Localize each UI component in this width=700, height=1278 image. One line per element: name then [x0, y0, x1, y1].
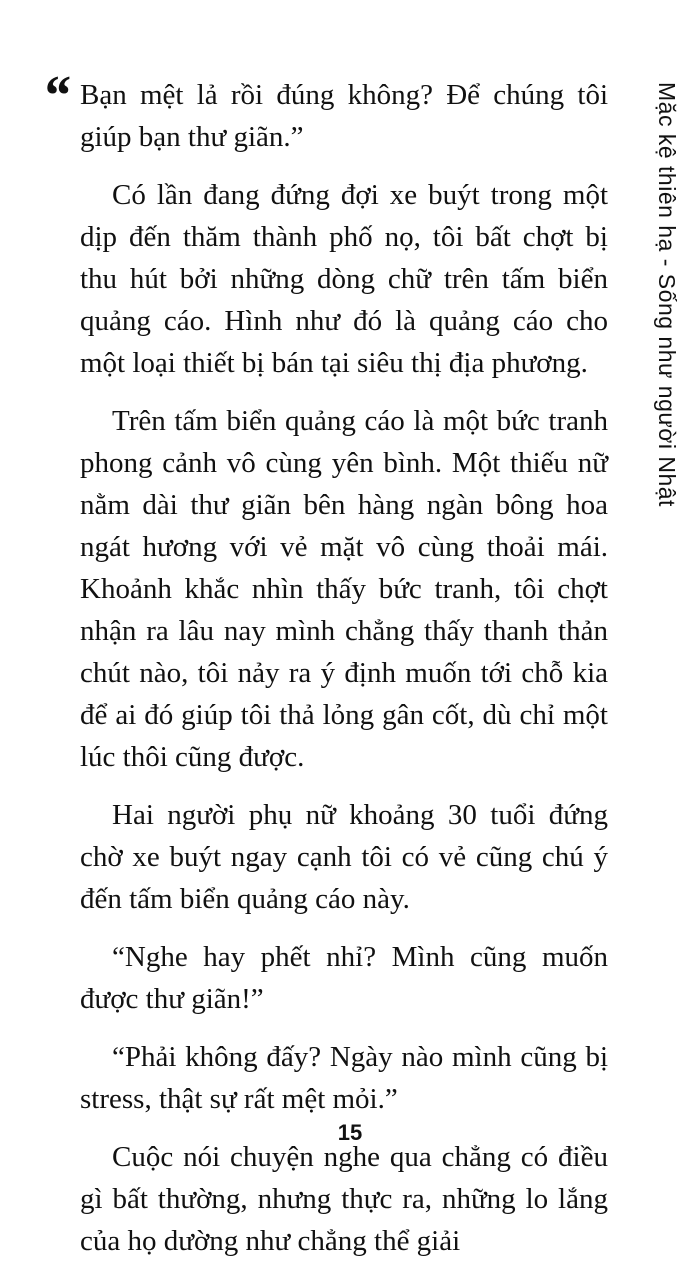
paragraph-2: Có lần đang đứng đợi xe buýt trong một dịp đến thăm thành phố nọ, tôi bất chợt bị thu hút bởi những dòng chữ trên tấm biển quảng cáo. Hình như đó là quảng cáo cho một loại thiết bị bán tại siêu thị địa phương. [80, 179, 608, 379]
body-text [80, 74, 608, 1278]
paragraph-4: Hai người phụ nữ khoảng 30 tuổi đứng chờ xe buýt ngay cạnh tôi có vẻ cũng chú ý đến tấm biển quảng cáo này. [80, 799, 608, 915]
page-number: 15 [337, 1120, 363, 1145]
opening-quote-mark: “ [42, 65, 64, 127]
running-head: Mặc kệ thiên hạ - Sống như người Nhật [654, 82, 680, 507]
paragraph-1: Bạn mệt lả rồi đúng không? Để chúng tôi giúp bạn thư giãn.” [80, 79, 608, 153]
paragraph-7: Cuộc nói chuyện nghe qua chẳng có điều gì bất thường, nhưng thực ra, những lo lắng của họ dường như chẳng thể giải [80, 1141, 608, 1257]
paragraph-6: “Phải không đấy? Ngày nào mình cũng bị stress, thật sự rất mệt mỏi.” [80, 1041, 608, 1115]
paragraph-5: “Nghe hay phết nhỉ? Mình cũng muốn được thư giãn!” [80, 941, 608, 1015]
paragraph-3: Trên tấm biển quảng cáo là một bức tranh phong cảnh vô cùng yên bình. Một thiếu nữ nằm dài thư giãn bên hàng ngàn bông hoa ngát hương với vẻ mặt vô cùng thoải mái. Khoảnh khắc nhìn thấy bức tranh, tôi chợt nhận ra lâu nay mình chẳng thấy thanh thản chút nào, tôi nảy ra ý định muốn tới chỗ kia để ai đó giúp tôi thả lỏng gân cốt, dù chỉ một lúc thôi cũng được. [80, 405, 608, 773]
